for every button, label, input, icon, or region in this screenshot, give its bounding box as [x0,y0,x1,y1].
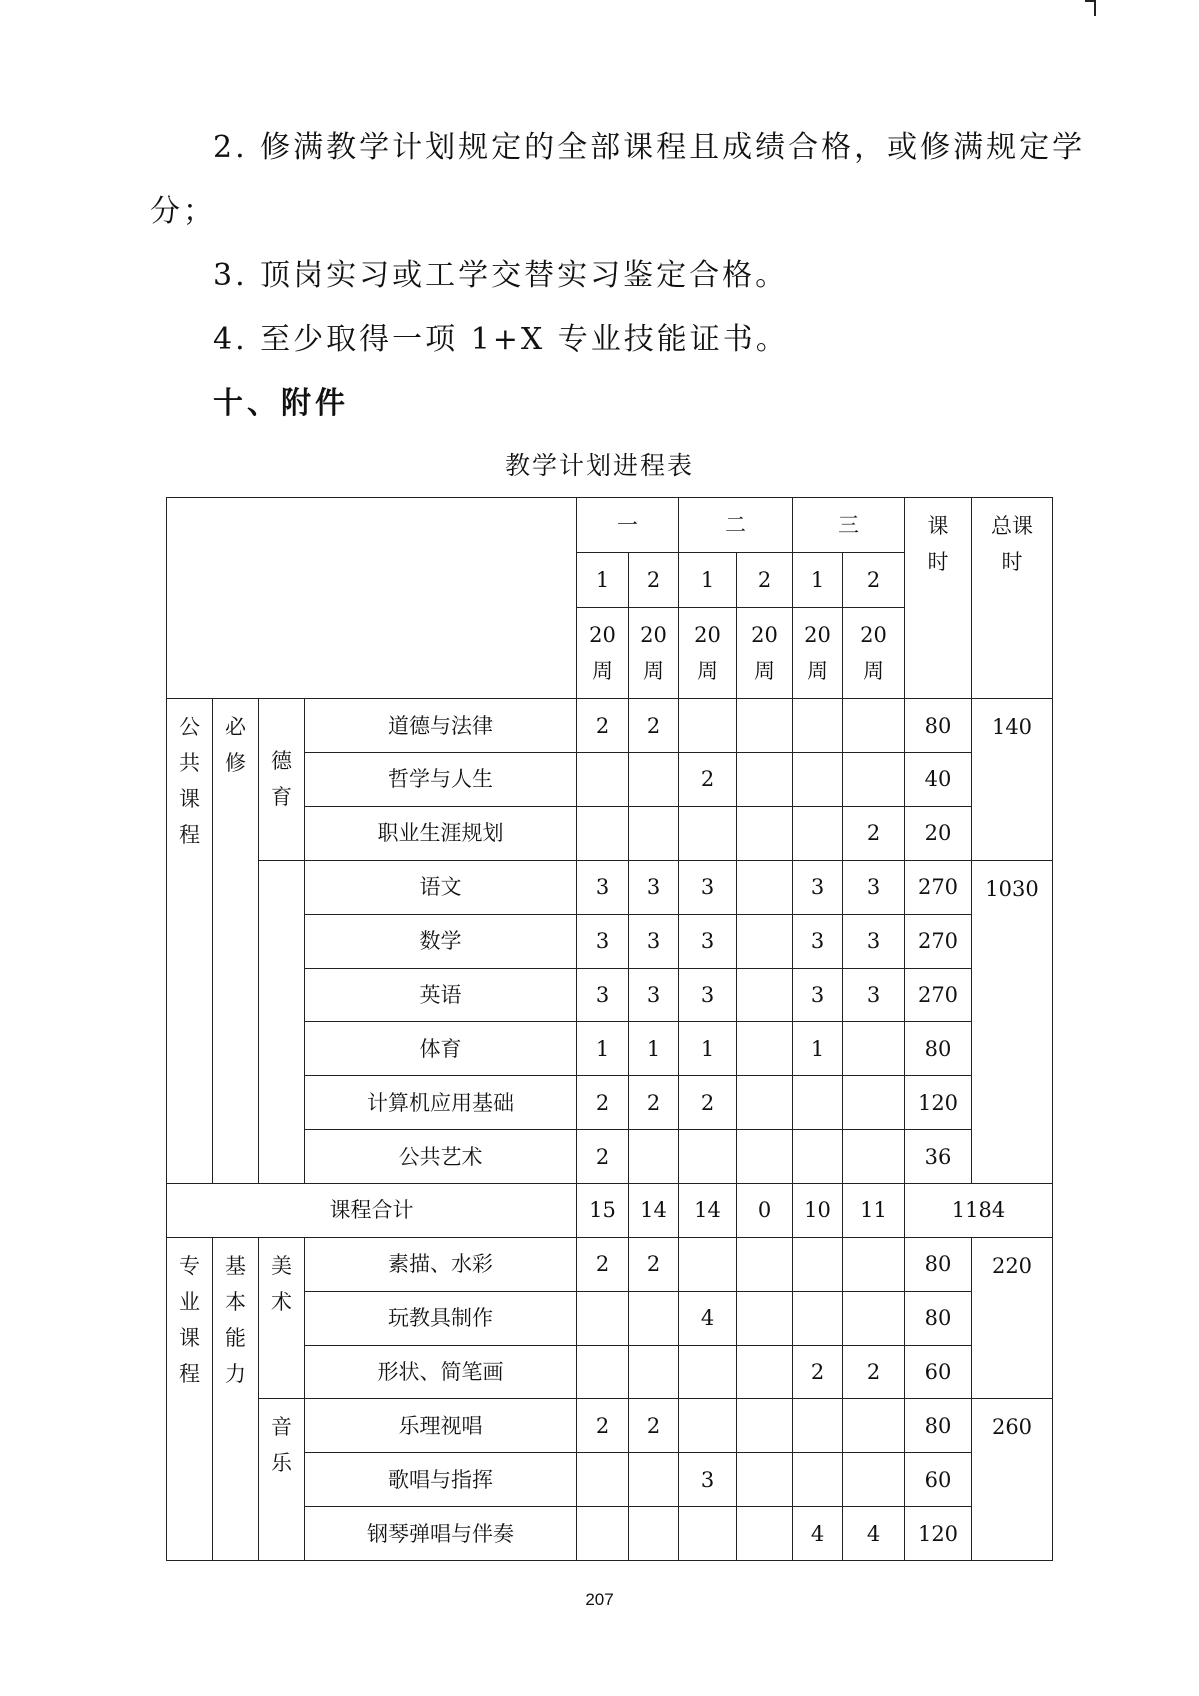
term-hours [577,1291,629,1345]
term-hours: 3 [629,914,679,968]
term-hours [793,699,843,753]
term-hours: 3 [679,968,737,1022]
term-hours: 4 [843,1507,905,1561]
header-year-2: 二 [679,498,793,553]
header-year-1: 一 [577,498,679,553]
corner-crop-mark [1085,0,1096,16]
course-hours: 80 [905,1022,972,1076]
course-hours: 80 [905,1291,972,1345]
header-term: 1 [577,552,629,607]
term-hours: 1 [793,1022,843,1076]
graduation-requirement-2: 2. 修满教学计划规定的全部课程且成绩合格，或修满规定学 [213,130,1086,165]
course-hours: 60 [905,1345,972,1399]
course-hours: 80 [905,1399,972,1453]
group-professional-courses: 专 业 课 程 [167,1237,213,1560]
course-hours: 120 [905,1076,972,1130]
group-basic-ability: 基 本 能 力 [213,1237,259,1560]
course-hours: 20 [905,806,972,860]
course-name: 乐理视唱 [305,1399,577,1453]
term-hours [843,1399,905,1453]
term-hours [629,1291,679,1345]
course-hours: 80 [905,1237,972,1291]
term-hours [737,1130,793,1184]
course-name: 素描、水彩 [305,1237,577,1291]
term-hours: 3 [577,968,629,1022]
term-hours: 3 [679,1453,737,1507]
term-hours [843,699,905,753]
term-hours: 3 [793,968,843,1022]
term-hours [737,753,793,807]
term-hours: 3 [843,860,905,914]
header-year-3: 三 [793,498,905,553]
term-hours: 2 [793,1345,843,1399]
term-hours [679,806,737,860]
course-name: 公共艺术 [305,1130,577,1184]
term-hours: 4 [793,1507,843,1561]
term-hours [737,1237,793,1291]
term-hours: 1 [577,1022,629,1076]
term-hours [793,1453,843,1507]
term-hours [629,1507,679,1561]
course-name: 玩教具制作 [305,1291,577,1345]
term-hours [679,1130,737,1184]
term-hours [629,753,679,807]
header-weeks: 20 周 [679,607,737,698]
course-name: 职业生涯规划 [305,806,577,860]
course-hours: 60 [905,1453,972,1507]
term-hours: 3 [843,968,905,1022]
term-hours [577,1345,629,1399]
group-total-music: 260 [972,1399,1053,1561]
term-hours [843,1453,905,1507]
term-hours: 2 [577,699,629,753]
term-hours: 3 [577,914,629,968]
term-hours: 3 [843,914,905,968]
term-hours [843,1076,905,1130]
term-hours [629,1130,679,1184]
term-hours [737,914,793,968]
term-hours: 2 [577,1130,629,1184]
group-art: 美 术 [259,1237,305,1399]
course-name: 歌唱与指挥 [305,1453,577,1507]
term-hours [629,806,679,860]
subtotal-term: 15 [577,1183,629,1237]
header-weeks: 20 周 [629,607,679,698]
table-row [167,1399,1053,1453]
section-heading: 十、附件 [213,386,349,421]
term-hours: 2 [843,1345,905,1399]
term-hours [737,1291,793,1345]
term-hours: 2 [577,1399,629,1453]
subtotal-term: 11 [843,1183,905,1237]
term-hours [577,1453,629,1507]
group-total-culture: 1030 [972,860,1053,1183]
term-hours [679,1237,737,1291]
header-weeks: 20 周 [577,607,629,698]
group-music: 音 乐 [259,1399,305,1561]
course-name: 体育 [305,1022,577,1076]
term-hours [577,753,629,807]
group-culture-blank [259,860,305,1183]
term-hours [793,1399,843,1453]
table-row [167,1237,1053,1291]
term-hours: 3 [793,914,843,968]
subtotal-label: 课程合计 [167,1183,577,1237]
header-weeks: 20 周 [793,607,843,698]
term-hours [843,1130,905,1184]
term-hours [737,1076,793,1130]
course-name: 哲学与人生 [305,753,577,807]
term-hours [737,968,793,1022]
subtotal-term: 10 [793,1183,843,1237]
term-hours: 2 [629,699,679,753]
term-hours [793,1076,843,1130]
term-hours: 2 [629,1076,679,1130]
group-total-art: 220 [972,1237,1053,1399]
term-hours [793,1130,843,1184]
group-public-courses: 公 共 课 程 [167,699,213,1184]
header-year-row [167,498,1053,553]
graduation-requirement-2-continued: 分； [150,194,216,229]
table-caption: 教学计划进程表 [504,451,694,480]
term-hours: 3 [577,860,629,914]
term-hours [843,1022,905,1076]
course-hours: 120 [905,1507,972,1561]
group-total-moral: 140 [972,699,1053,861]
term-hours [629,1453,679,1507]
group-moral-education: 德 育 [259,699,305,861]
term-hours [737,699,793,753]
term-hours: 3 [629,860,679,914]
term-hours [737,1345,793,1399]
header-weeks: 20 周 [843,607,905,698]
term-hours [577,806,629,860]
term-hours [629,1345,679,1399]
term-hours [679,1507,737,1561]
subtotal-term: 0 [737,1183,793,1237]
term-hours [793,1237,843,1291]
term-hours: 2 [577,1076,629,1130]
term-hours [737,860,793,914]
term-hours [843,753,905,807]
term-hours: 3 [793,860,843,914]
term-hours [679,1345,737,1399]
term-hours [737,1507,793,1561]
term-hours [843,1291,905,1345]
table-row [167,860,1053,914]
subtotal-term: 14 [629,1183,679,1237]
term-hours [737,1453,793,1507]
term-hours [679,1399,737,1453]
term-hours: 3 [629,968,679,1022]
header-hours: 课 时 [905,498,972,699]
course-name: 数学 [305,914,577,968]
header-term: 2 [843,552,905,607]
header-weeks: 20 周 [737,607,793,698]
header-term: 1 [793,552,843,607]
header-total-hours: 总课 时 [972,498,1053,699]
term-hours [577,1507,629,1561]
course-name: 钢琴弹唱与伴奏 [305,1507,577,1561]
term-hours: 2 [843,806,905,860]
term-hours [843,1237,905,1291]
course-hours: 80 [905,699,972,753]
header-blank-cell [167,498,577,699]
course-name: 道德与法律 [305,699,577,753]
course-name: 英语 [305,968,577,1022]
term-hours: 2 [679,1076,737,1130]
subtotal-row [167,1183,1053,1237]
term-hours: 3 [679,914,737,968]
course-hours: 270 [905,968,972,1022]
course-hours: 270 [905,860,972,914]
term-hours [679,699,737,753]
course-hours: 270 [905,914,972,968]
term-hours [737,1399,793,1453]
term-hours [793,806,843,860]
term-hours: 2 [629,1399,679,1453]
term-hours: 1 [679,1022,737,1076]
teaching-plan-table [166,497,1053,1561]
page-number: 207 [585,1590,614,1609]
graduation-requirement-3: 3. 顶岗实习或工学交替实习鉴定合格。 [213,258,789,293]
course-hours: 36 [905,1130,972,1184]
term-hours [737,806,793,860]
course-name: 计算机应用基础 [305,1076,577,1130]
graduation-requirement-4: 4. 至少取得一项 1+X 专业技能证书。 [213,322,789,357]
course-name: 形状、简笔画 [305,1345,577,1399]
term-hours: 3 [679,860,737,914]
header-term: 2 [629,552,679,607]
course-name: 语文 [305,860,577,914]
term-hours: 2 [577,1237,629,1291]
term-hours [793,1291,843,1345]
subtotal-total: 1184 [905,1183,1053,1237]
table-row [167,699,1053,753]
term-hours: 1 [629,1022,679,1076]
term-hours: 4 [679,1291,737,1345]
term-hours [793,753,843,807]
header-term: 1 [679,552,737,607]
group-required: 必 修 [213,699,259,1184]
course-hours: 40 [905,753,972,807]
header-term: 2 [737,552,793,607]
term-hours [737,1022,793,1076]
term-hours: 2 [679,753,737,807]
term-hours: 2 [629,1237,679,1291]
subtotal-term: 14 [679,1183,737,1237]
